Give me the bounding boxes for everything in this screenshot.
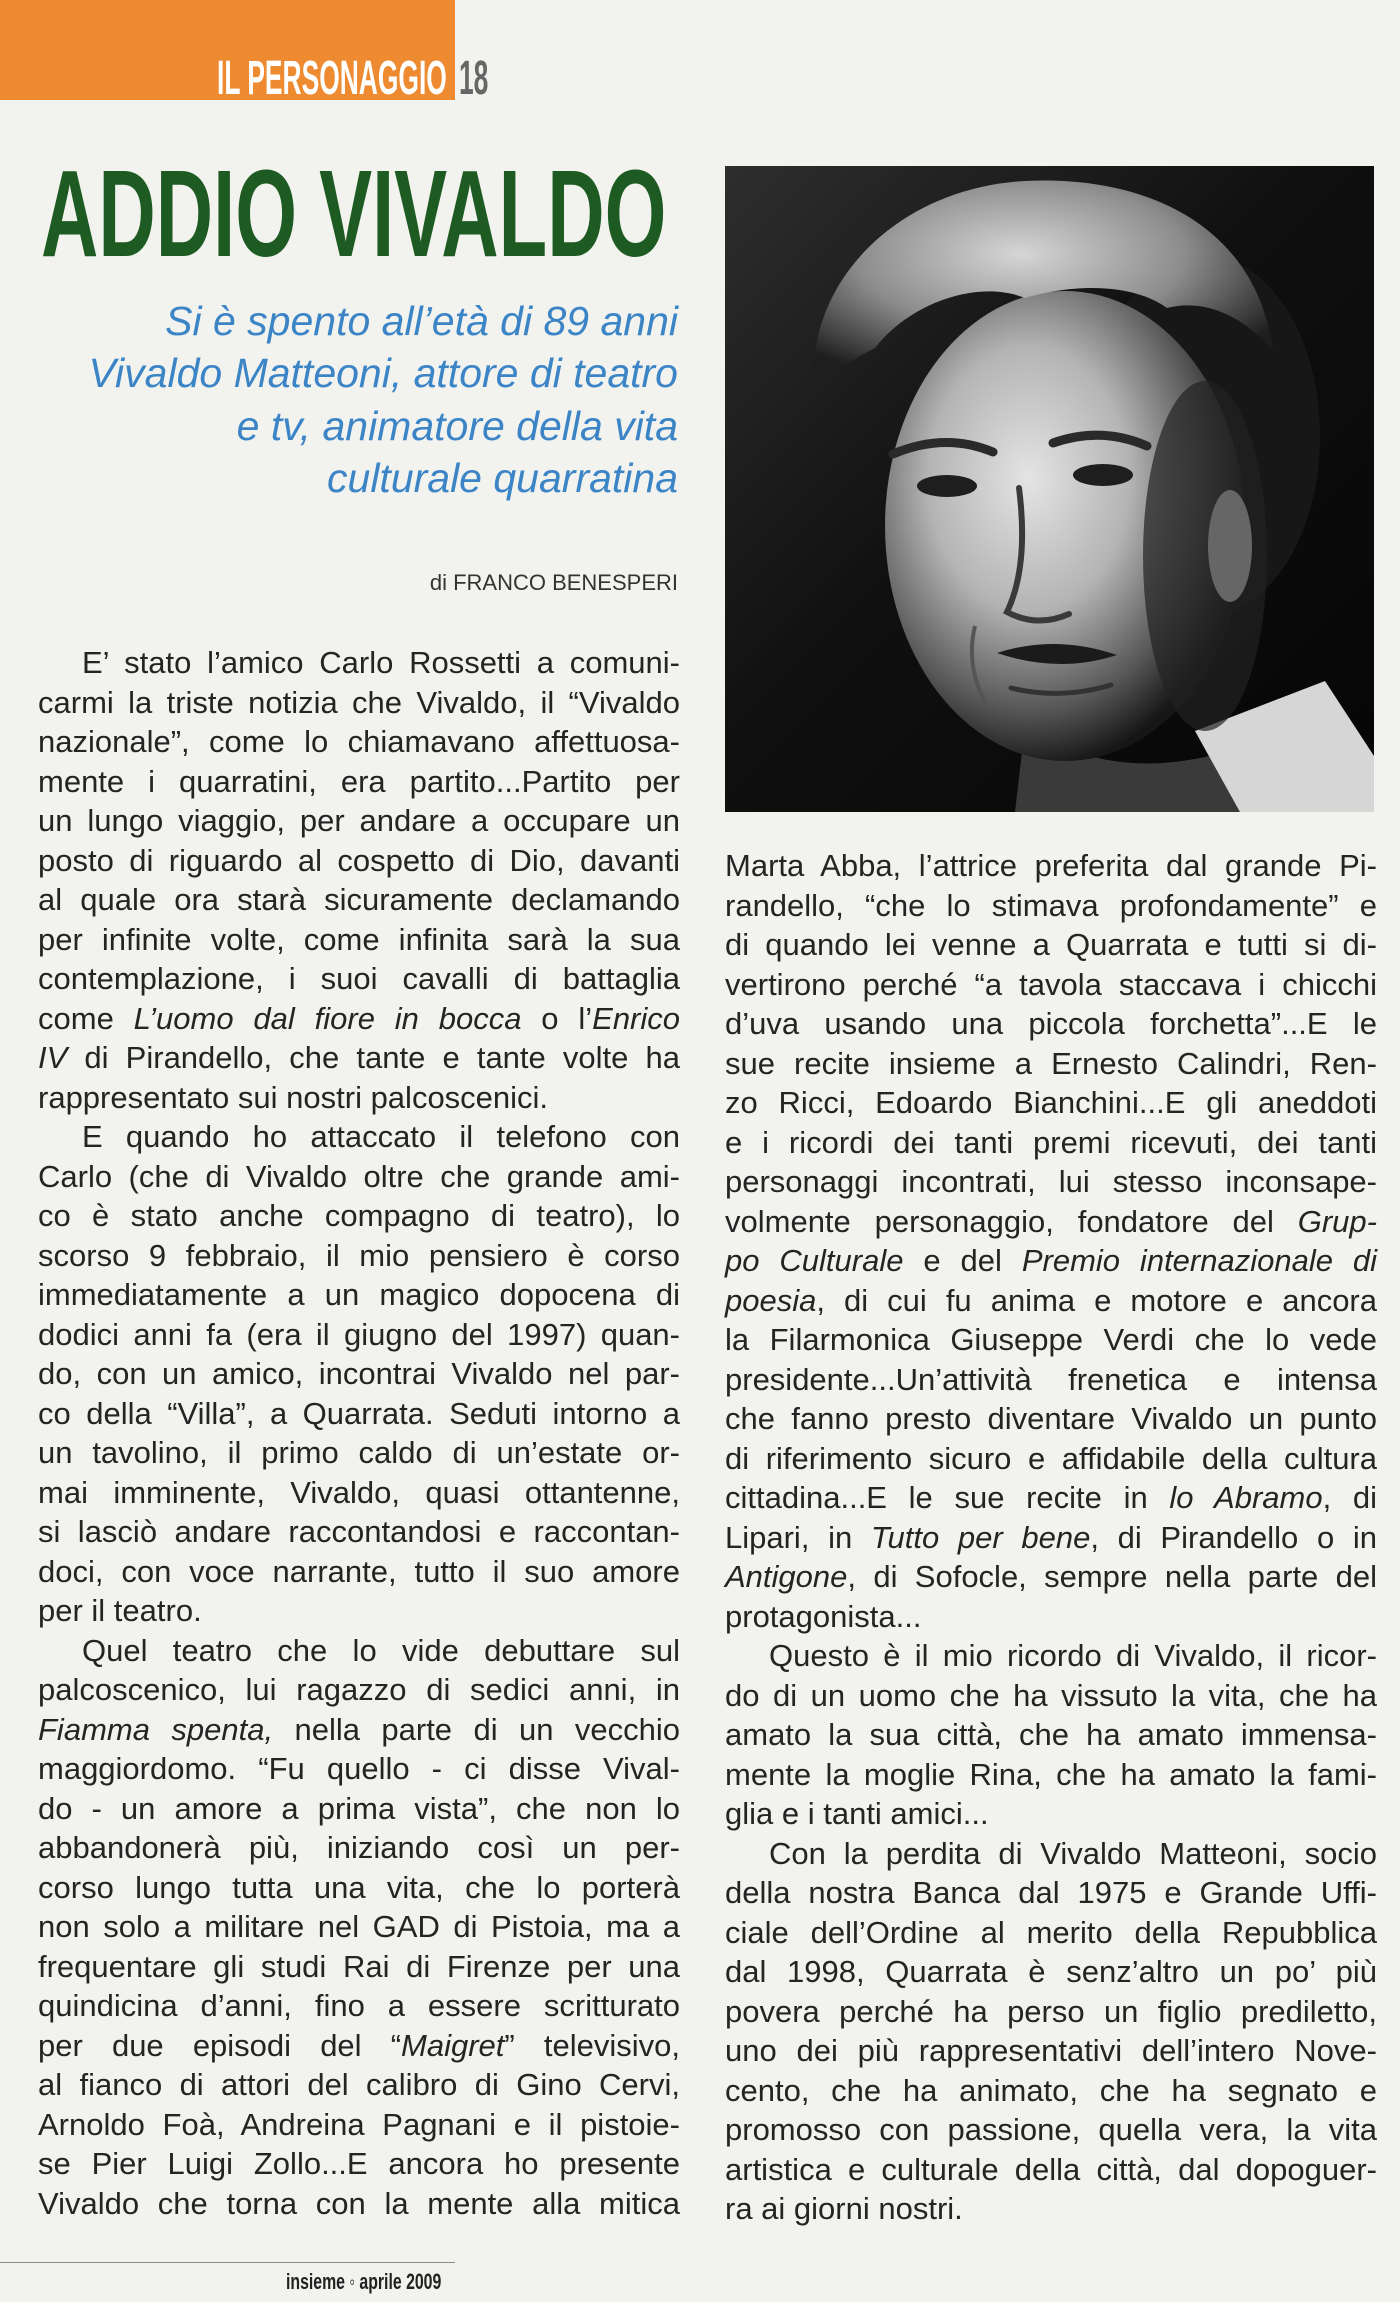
italic-text: Fiamma spenta, [38, 1711, 274, 1747]
italic-text: Antigone [725, 1559, 848, 1594]
text-line [38, 920, 680, 960]
portrait-photo-graphic [725, 166, 1374, 812]
photo-eye-left [917, 475, 977, 497]
text-line [38, 1354, 680, 1394]
text-run: posto di riguardo al cospetto di Dio, davanti [38, 842, 680, 878]
text-run: la Filarmonica Giuseppe Verdi che lo vede [725, 1322, 1377, 1357]
text-line [38, 880, 680, 920]
text-line [38, 1117, 680, 1157]
text-run: personaggi incontrati, lui stesso inconsape- [725, 1164, 1377, 1199]
text-line [38, 1670, 680, 1710]
italic-text: L’uomo dal fiore in bocca [133, 1000, 522, 1036]
subtitle-line: e tv, animatore della vita [236, 402, 678, 449]
text-line [725, 1439, 1377, 1479]
text-line [38, 1433, 680, 1473]
text-run: cittadina...E le sue recite in [725, 1480, 1170, 1515]
photo-eye-right [1073, 464, 1133, 486]
text-run: vertirono perché “a tavola staccava i chicchi [725, 966, 1377, 1002]
text-line [38, 2065, 680, 2105]
text-line [725, 1083, 1377, 1123]
text-run: E’ stato l’amico Carlo Rossetti a comuni- [82, 645, 680, 680]
text-run: contemplazione, i suoi cavalli di battaglia [38, 961, 680, 996]
paragraph [725, 846, 1377, 1636]
page-number: 18 [459, 52, 489, 105]
article-subtitle [88, 295, 678, 504]
text-run: se Pier Luigi Zollo...E ancora ho presente [38, 2146, 680, 2181]
text-run: al fianco di attori del calibro di Gino Cervi, [38, 2067, 680, 2102]
text-line [725, 1755, 1377, 1795]
text-line [38, 1552, 680, 1592]
text-line [725, 886, 1377, 926]
text-line [38, 1315, 680, 1355]
photo-ear [1208, 490, 1252, 602]
footer-publication: insieme ◦ aprile 2009 [286, 2269, 442, 2294]
text-line [38, 1473, 680, 1513]
text-run: promosso con passione, quella vera, la vita [725, 2112, 1377, 2147]
text-line [38, 2026, 680, 2066]
text-run: co è stato anche compagno di teatro), lo [38, 1198, 680, 1233]
text-line [38, 2105, 680, 2145]
text-line [725, 1360, 1377, 1400]
text-line [725, 1952, 1377, 1992]
text-run: scorso 9 febbraio, il mio pensiero è corso [38, 1237, 680, 1273]
text-line [725, 1478, 1377, 1518]
text-line [38, 801, 680, 841]
paragraph [38, 1631, 680, 2224]
text-run: immediatamente a un magico dopocena di [38, 1277, 680, 1312]
text-line [725, 2031, 1377, 2071]
article-column-right [725, 846, 1377, 2229]
text-run: mai imminente, Vivaldo, quasi ottantenne, [38, 1474, 680, 1510]
text-line [725, 925, 1377, 965]
text-run: abbandonerà più, iniziando così un per- [38, 1830, 680, 1865]
text-run: di riferimento sicuro e affidabile della cultura [725, 1440, 1377, 1476]
text-line [725, 1004, 1377, 1044]
text-line [725, 1715, 1377, 1755]
text-line [38, 1749, 680, 1789]
text-run: do - un amore a prima vista”, che non lo [38, 1790, 680, 1826]
text-run: maggiordomo. “Fu quello - ci disse Vival- [38, 1751, 680, 1786]
subtitle-line: Si è spento all’età di 89 anni [165, 298, 678, 344]
italic-text: poesia [725, 1282, 817, 1318]
text-run: presidente...Un’attività frenetica e intensa [725, 1361, 1377, 1397]
text-run: povera perché ha perso un figlio prediletto, [725, 1993, 1377, 2029]
text-run: mente la moglie Rina, che ha amato la fami- [725, 1756, 1377, 1792]
text-run: Questo è il mio ricordo di Vivaldo, il ricor- [769, 1638, 1377, 1673]
text-run: Quel teatro che lo vide debuttare sul [82, 1632, 680, 1668]
text-line [725, 1518, 1377, 1558]
italic-text: IV [38, 1040, 68, 1075]
author-byline: di FRANCO BENESPERI [429, 570, 678, 595]
text-run: Carlo (che di Vivaldo oltre che grande ami- [38, 1158, 680, 1194]
text-line [38, 1631, 680, 1671]
text-run: do, con un amico, incontrai Vivaldo nel par- [38, 1356, 680, 1391]
text-run: ciale dell’Ordine al merito della Repubblica [725, 1914, 1377, 1950]
text-line [725, 1241, 1377, 1281]
text-line [725, 1636, 1377, 1676]
text-run: di Pirandello, che tante e tante volte ha [67, 1040, 680, 1075]
text-run: Con la perdita di Vivaldo Matteoni, socio [769, 1835, 1377, 1871]
text-line [38, 1394, 680, 1434]
text-run: mente i quarratini, era partito...Partito per [38, 763, 680, 799]
text-run: si lasciò andare raccontandosi e raccontan- [38, 1514, 680, 1549]
paragraph [38, 643, 680, 1117]
text-run: amato la sua città, che ha amato immensa- [725, 1717, 1377, 1752]
italic-text: Maigret [401, 2027, 505, 2063]
text-run: carmi la triste notizia che Vivaldo, il “Vivaldo [38, 684, 680, 720]
text-line [725, 1399, 1377, 1439]
text-run: zo Ricci, Edoardo Bianchini...E gli aneddoti [725, 1085, 1377, 1120]
text-line [38, 1275, 680, 1315]
text-line [725, 2071, 1377, 2111]
text-run: protagonista... [725, 1598, 922, 1634]
text-line [725, 1123, 1377, 1163]
text-line [38, 643, 680, 683]
text-run: per due episodi del “ [38, 2027, 402, 2063]
text-run: della nostra Banca dal 1975 e Grande Uffi- [725, 1875, 1377, 1910]
text-run: nella parte di un vecchio [273, 1711, 680, 1747]
text-run: d’uva usando una piccola forchetta”...E le [725, 1006, 1377, 1041]
text-run: dal 1998, Quarrata è senz’altro un po’ più [725, 1954, 1377, 1989]
paragraph [725, 1636, 1377, 1834]
text-run: do di un uomo che ha vissuto la vita, che ha [725, 1677, 1377, 1713]
portrait-photo [725, 166, 1374, 812]
text-run: co della “Villa”, a Quarrata. Seduti intorno a [38, 1395, 680, 1431]
text-run: Marta Abba, l’attrice preferita dal grande Pi- [725, 848, 1377, 883]
text-line [725, 1794, 1377, 1834]
text-run: artistica e culturale della città, dal dopoguer- [725, 2151, 1377, 2187]
text-line [725, 846, 1377, 886]
text-line [725, 965, 1377, 1005]
text-line [38, 1986, 680, 2026]
text-run: corso lungo tutta una vita, che lo porterà [38, 1869, 680, 1905]
footer-divider [0, 2262, 455, 2263]
text-line [725, 1557, 1377, 1597]
paragraph [725, 1834, 1377, 2229]
text-line [38, 1947, 680, 1987]
text-run: doci, con voce narrante, tutto il suo amore [38, 1553, 680, 1589]
text-run: Lipari, in [725, 1519, 871, 1555]
text-line [38, 1710, 680, 1750]
text-run: e del [903, 1243, 1022, 1278]
text-line [38, 999, 680, 1039]
text-line [38, 722, 680, 762]
text-line [725, 2110, 1377, 2150]
text-line [38, 762, 680, 802]
text-line [725, 1834, 1377, 1874]
text-run: rappresentato sui nostri palcoscenici. [38, 1079, 549, 1115]
text-run: che fanno presto diventare Vivaldo un punto [725, 1401, 1377, 1436]
text-line [38, 1591, 680, 1631]
italic-text: lo Abramo [1169, 1480, 1323, 1515]
text-run: un tavolino, il primo caldo di un’estate or- [38, 1435, 680, 1470]
text-line [38, 1828, 680, 1868]
text-line [725, 1992, 1377, 2032]
text-line [725, 1162, 1377, 1202]
text-run: per il teatro. [38, 1593, 202, 1628]
text-run: nazionale”, come lo chiamavano affettuosa- [38, 724, 680, 759]
text-line [38, 1236, 680, 1276]
paragraph [38, 1117, 680, 1631]
article-column-left [38, 643, 680, 2223]
text-run: , di Pirandello o in [1090, 1519, 1377, 1555]
text-run: un lungo viaggio, per andare a occupare un [38, 803, 680, 838]
text-run: frequentare gli studi Rai di Firenze per una [38, 1948, 680, 1984]
text-line [38, 1078, 680, 1118]
text-run: , di cui fu anima e motore e ancora [816, 1282, 1377, 1318]
text-line [38, 1038, 680, 1078]
text-line [725, 1597, 1377, 1637]
text-run: di quando lei venne a Quarrata e tutti si di- [725, 927, 1377, 962]
text-line [725, 2189, 1377, 2229]
text-run: randello, “che lo stimava profondamente” e [725, 887, 1377, 923]
text-line [725, 1320, 1377, 1360]
italic-text: Premio internazionale di [1021, 1243, 1378, 1278]
text-line [725, 1202, 1377, 1242]
text-line [725, 1913, 1377, 1953]
text-run: o l’ [521, 1000, 593, 1036]
text-line [38, 1157, 680, 1197]
text-run: al quale ora starà sicuramente declamando [38, 882, 680, 917]
article-title: ADDIO VIVALDO [41, 146, 667, 283]
text-run: dodici anni fa (era il giugno del 1997) quan- [38, 1316, 680, 1352]
text-run: ra ai giorni nostri. [725, 2191, 963, 2226]
text-line [38, 959, 680, 999]
subtitle-line: Vivaldo Matteoni, attore di teatro [88, 350, 678, 397]
text-run: quindicina d’anni, fino a essere scritturato [38, 1988, 680, 2023]
text-line [38, 841, 680, 881]
section-label: IL PERSONAGGIO [217, 52, 447, 105]
text-line [725, 1281, 1377, 1321]
text-run: volmente personaggio, fondatore del [725, 1203, 1298, 1239]
text-run: Arnoldo Foà, Andreina Pagnani e il pistoie- [38, 2106, 680, 2142]
text-line [38, 1907, 680, 1947]
text-run: per infinite volte, come infinita sarà la sua [38, 921, 680, 957]
text-line [725, 2150, 1377, 2190]
text-line [725, 1044, 1377, 1084]
italic-text: po Culturale [725, 1243, 904, 1278]
text-run: E quando ho attaccato il telefono con [82, 1119, 680, 1154]
text-line [38, 2144, 680, 2184]
text-run: e i ricordi dei tanti premi ricevuti, dei tanti [725, 1124, 1377, 1160]
text-line [38, 1868, 680, 1908]
subtitle-line: culturale quarratina [327, 454, 678, 501]
text-line [38, 683, 680, 723]
text-line [38, 1789, 680, 1829]
text-run: non solo a militare nel GAD di Pistoia, ma a [38, 1909, 680, 1944]
text-line [725, 1676, 1377, 1716]
text-run: cento, che ha animato, che ha segnato e [725, 2072, 1377, 2108]
text-line [38, 1196, 680, 1236]
text-line [725, 1873, 1377, 1913]
text-run: sue recite insieme a Ernesto Calindri, Ren- [725, 1045, 1377, 1081]
text-run: , di [1322, 1480, 1377, 1515]
text-run: uno dei più rappresentativi dell’intero Nove- [725, 2033, 1377, 2068]
italic-text: Enrico [592, 1000, 681, 1036]
text-line [38, 2184, 680, 2224]
text-run: come [38, 1000, 134, 1036]
text-line [38, 1512, 680, 1552]
text-run: , di Sofocle, sempre nella parte del [847, 1559, 1377, 1594]
text-run: glia e i tanti amici... [725, 1796, 989, 1831]
italic-text: Tutto per bene [870, 1519, 1091, 1555]
text-run: palcoscenico, lui ragazzo di sedici anni, in [38, 1672, 680, 1707]
text-run: Vivaldo che torna con la mente alla mitica [38, 2185, 680, 2221]
text-run: ” televisivo, [504, 2027, 680, 2063]
italic-text: Grup- [1297, 1203, 1377, 1239]
